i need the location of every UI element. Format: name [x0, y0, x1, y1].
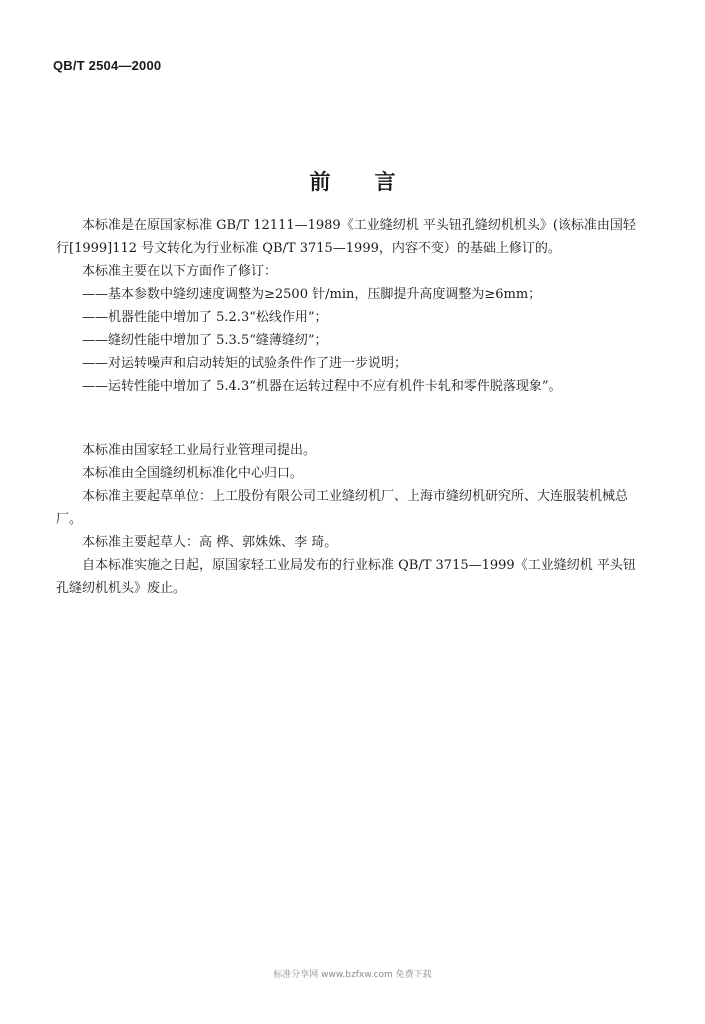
revision-item: ——对运转噪声和启动转矩的试验条件作了进一步说明； — [82, 356, 408, 371]
revision-item: ——缝纫性能中增加了 5.3.5“缝薄缝纫”； — [82, 333, 328, 348]
proposer-statement: 本标准由国家轻工业局行业管理司提出。 — [82, 443, 317, 458]
revision-item: ——运转性能中增加了 5.4.3“机器在运转过程中不应有机件卡轧和零件脱落现象”。 — [82, 379, 562, 394]
footer-watermark: 标准分享网 www.bzfxw.com 免费下载 — [273, 970, 432, 980]
revisions-lead: 本标准主要在以下方面作了修订： — [82, 264, 278, 279]
revision-item: ——基本参数中缝纫速度调整为≥2500 针/min，压脚提升高度调整为≥6mm； — [82, 287, 542, 302]
revision-item: ——机器性能中增加了 5.2.3“松线作用”； — [82, 310, 328, 325]
standard-code: QB/T 2504—2000 — [53, 58, 162, 73]
drafting-units-statement: 本标准主要起草单位：上工股份有限公司工业缝纫机厂、上海市缝纫机研究所、大连服装机械总厂。 — [56, 489, 629, 527]
drafters-statement: 本标准主要起草人：高 桦、郭姝姝、李 琦。 — [82, 535, 338, 550]
repeal-statement: 自本标准实施之日起，原国家轻工业局发布的行业标准 QB/T 3715—1999《工业缝纫机 平头钮孔缝纫机机头》废止。 — [56, 558, 636, 596]
centralizer-statement: 本标准由全国缝纫机标准化中心归口。 — [82, 466, 304, 481]
foreword-intro — [56, 214, 638, 398]
intro-paragraph: 本标准是在原国家标准 GB/T 12111—1989《工业缝纫机 平头钮孔缝纫机机头》(该标准由国轻行[1999]112 号文转化为行业标准 QB/T 3715—1999，内容不变）的基础上修订的。 — [56, 218, 636, 256]
foreword-credits — [56, 439, 638, 600]
page-title: 前言 — [309, 170, 440, 194]
